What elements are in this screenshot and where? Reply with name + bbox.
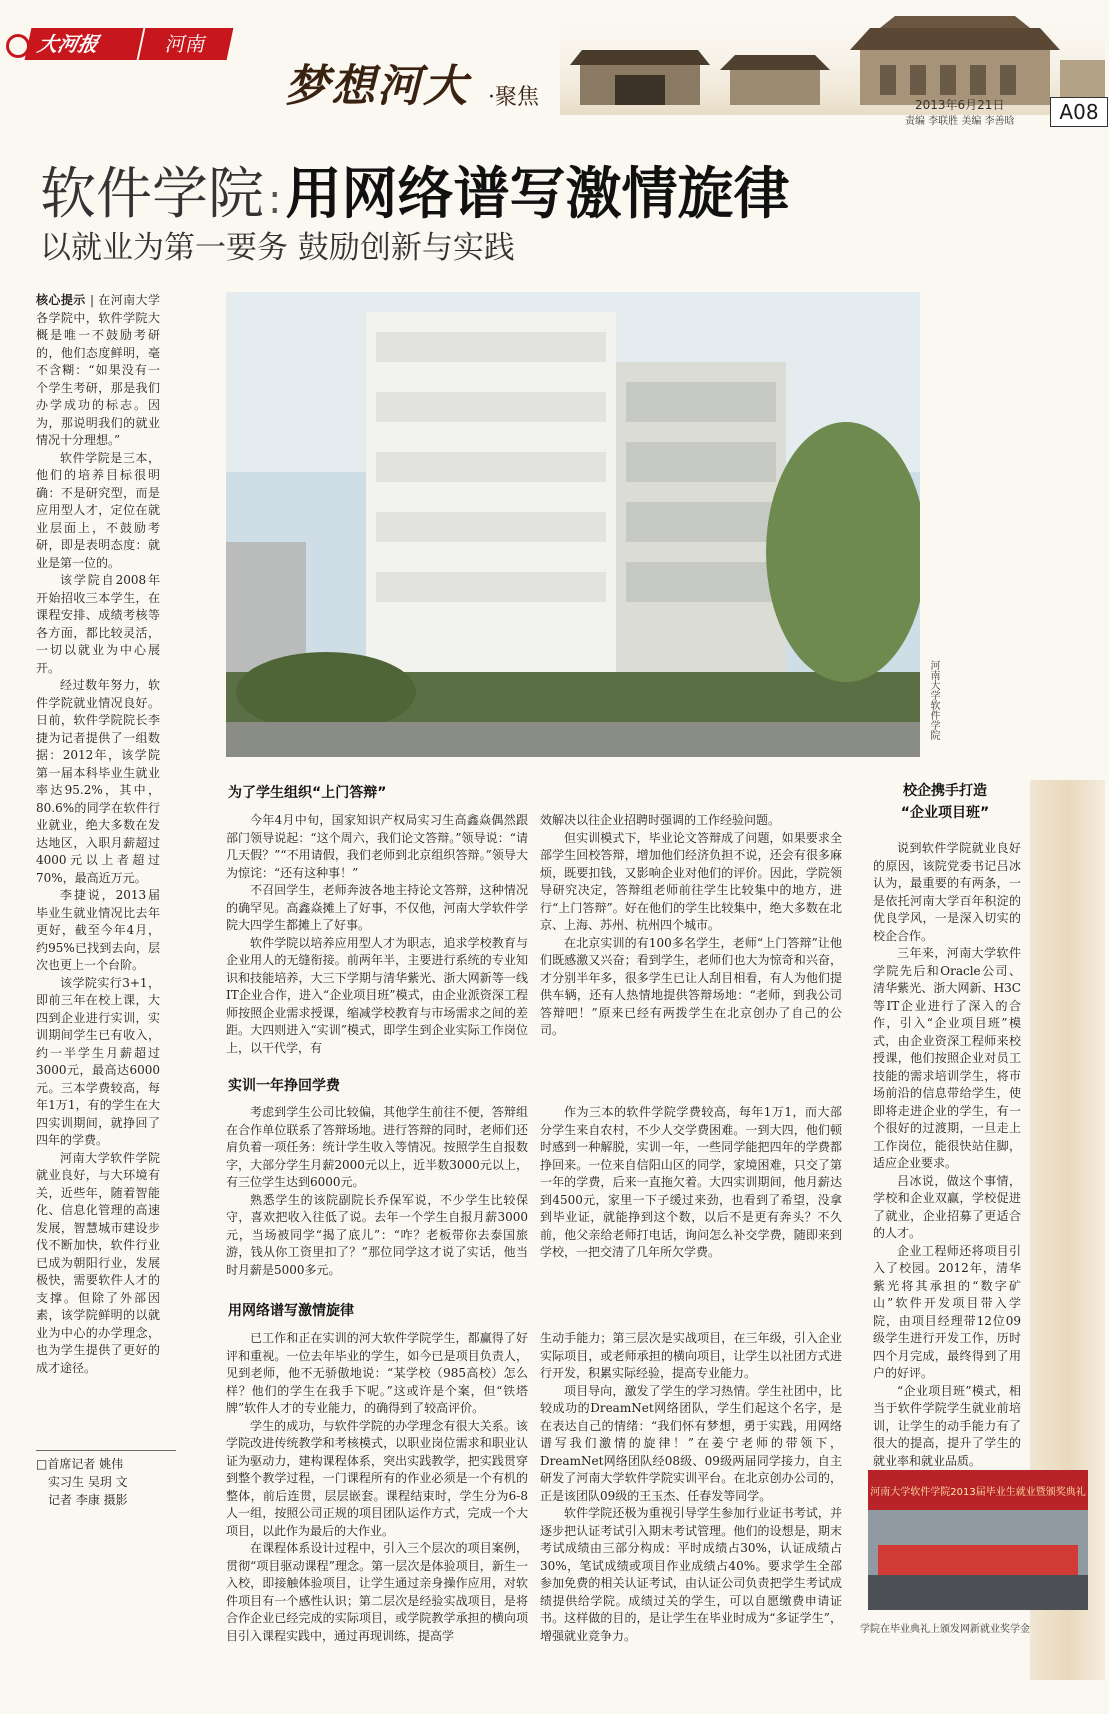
paragraph: 今年4月中旬，国家知识产权局实习生高鑫焱偶然跟部门领导说起：“这个周六，我们论文答辩。”领导说：“请几天假？”“不用请假，我们老师到北京组织答辩。”领导大为惊诧：“还有这种事！” [226,813,528,880]
byline-line: 实习生 吴玥 文 [48,1475,128,1489]
section1-column-b [540,812,842,1040]
section-heading [870,780,1020,824]
section-heading: 实训一年挣回学费 [228,1078,340,1094]
page-number: A08 [1050,97,1108,127]
paragraph: 在课程体系设计过程中，引入三个层次的项目案例，贯彻“项目驱动课程”理念。第一层次是体验项目，新生一入校，即接触体验项目，让学生通过亲身操作应用，对软件项目有一个感性认识；第二层次是经验实战项目，是将合作企业已经完成的实际项目，或学院教学承担的横向项目引入课程实践中，通过再现训练，提高学 [226,1541,528,1643]
paragraph: 三年来，河南大学软件学院先后和Oracle公司、清华紫光、浙大网新、H3C等IT企业进行了深入的合作，引入“企业项目班”模式，由企业资深工程师来校授课，他们按照企业对员工技能的需求培训学生，将市场前沿的信息带给学生，使即将走进企业的学生，有一个很好的过渡期，一旦走上工作岗位，能很快站住脚，适应企业要求。 [873,946,1021,1170]
graduation-ceremony-photo [868,1470,1088,1610]
section-subhead: ·聚焦 [488,85,539,110]
paragraph: 生动手能力；第三层次是实战项目，在三年级，引入企业实际项目，或老师承担的横向项目，让学生以社团方式进行开发，积累实际经验，提高专业能力。 [540,1331,842,1380]
paragraph: 但实训模式下，毕业论文答辩成了问题，如果要求全部学生回校答辩，增加他们经济负担不说，还会有很多麻烦，既要扣钱，又影响企业对他们的评价。因此，学院领导研究决定，答辩组老师前往学生比较集中的地方，进行“上门答辩”。好在他们的学生比较集中，绝大多数在北京、上海、苏州、杭州四个城市。 [540,830,842,932]
building-photo [226,292,920,757]
paragraph: 项目导向，激发了学生的学习热情。学生社团中，比较成功的DreamNet网络团队，学生们起这个名字，是在表达自己的情绪：“我们怀有梦想，勇于实践，用网络谱写我们激情的旋律！”在姜宁老师的带领下，DreamNet网络团队经08级、09级两届同学接力，自主研发了河南大学软件学院实训平台。在北京创办公司的，正是该团队09级的王玉杰、任春发等同学。 [540,1383,842,1503]
section1-column-a [226,812,528,1057]
section-masthead: 梦想河大 [285,61,469,112]
paragraph: 该学院自2008年开始招收三本学生，在课程安排、成绩考核等各方面，都比较灵活，一切以就业为中心展开。 [36,573,160,675]
section4-heading-line1: 校企携手打造 [903,783,987,799]
section3-column-a [226,1330,528,1645]
section4-column [873,840,1021,1470]
byline-line: 记者 李康 摄影 [48,1493,128,1507]
paragraph: 软件学院还极为重视引导学生参加行业证书考试，并逐步把认证考试引入期末考试管理。他们的设想是，期末考试成绩由三部分构成：平时成绩占30%，认证成绩占30%，笔试成绩或项目作业成绩占40%。要求学生全部参加免费的相关认证考试，由认证公司负责把学生考试成绩提供给学院。成绩过关的学生，可以自愿缴费申请证书。这样做的目的，是让学生在毕业时成为“多证学生”，增强就业竞争力。 [540,1506,842,1643]
paragraph: 熟悉学生的该院副院长乔保军说，不少学生比较保守，喜欢把收入往低了说。去年一个学生自报月薪3000元，当场被同学“揭了底儿”：“咋？老板带你去泰国旅游，钱从你工资里扣了？”那位同学这才说了实话，他当时月薪是5000多元。 [226,1192,528,1277]
ceremony-banner-text: 河南大学软件学院2013届毕业生就业暨颁奖典礼 [870,1487,1086,1498]
paragraph: 说到软件学院就业良好的原因，该院党委书记吕冰认为，最重要的有两条，一是依托河南大学百年积淀的优良学风，一是深入切实的校企合作。 [873,841,1021,943]
headline [40,150,789,230]
section-heading: 用网络谱写激情旋律 [228,1303,354,1319]
headline-subtitle: 以就业为第一要务 鼓励创新与实践 [40,230,515,266]
paragraph: 软件学院是三本，他们的培养目标很明确：不是研究型，而是应用型人才，定位在就业层面上，不鼓励考研，即是表明态度：就业是第一位的。 [36,450,160,570]
paragraph: 河南大学软件学院就业良好，与大环境有关，近些年，随着智能化、信息化管理的高速发展，智慧城市建设步伐不断加快，软件行业已成为朝阳行业，发展极快，需要软件人才的支撑。但除了外部因素，该学院鲜明的以就业为中心的办学理念，也为学生提供了更好的成才途径。 [36,1150,160,1375]
campus-gate-illustration [560,10,1105,115]
section3-column-b [540,1330,842,1645]
key-points-column [36,292,160,1377]
newspaper-logo: 大河报 [25,28,144,60]
byline-line: □首席记者 姚伟 [36,1457,124,1471]
paragraph: 软件学院以培养应用型人才为职志，追求学校教育与企业用人的无缝衔接。前两年半，主要进行系统的专业知识和技能培养，大三下学期与清华紫光、浙大网新等一线IT企业合作，进入“企业项目班”模式，由企业派资深工程师按照企业需求授课，缩减学校教育与市场需求之间的差距。大四则进入“实训”模式，即学生到企业实际工作岗位上，以干代学，有 [226,935,528,1055]
photo-caption: 河南大学软件学院 [928,660,939,740]
paragraph: “企业项目班”模式，相当于软件学院学生就业前培训，让学生的动手能力有了很大的提高，提升了学生的就业率和就业品质。 [873,1383,1021,1468]
section-heading: 为了学生组织“上门答辩” [228,785,387,801]
paragraph: 作为三本的软件学院学费较高，每年1万1，而大部分学生来自农村，不少人交学费困难。一到大四，他们顿时感到一种解脱，实训一年，一些同学能把四年的学费都挣回来。一位来自信阳山区的同学，家境困难，只交了第一年的学费，后来一直拖欠着。大四实训期间，他月薪达到4500元，家里一下子缓过来劲，也看到了希望，没拿到毕业证，就能挣到这个数，以后不是更有奔头？不久前，他父亲给老师打电话，询问怎么补交学费，随即来到学校，一把交清了几年所欠学费。 [540,1105,842,1259]
byline [36,1450,176,1509]
paragraph: 吕冰说，做这个事情，学校和企业双赢，学校促进了就业，企业招募了更适合的人才。 [873,1173,1021,1240]
paragraph: 考虑到学生公司比较偏，其他学生前往不便，答辩组在合作单位联系了答辩场地。进行答辩的同时，老师们还肩负着一项任务：统计学生收入等情况。按照学生自报数字，大部分学生月薪2000元以上，近半数3000元以上，有三位学生达到6000元。 [226,1105,528,1189]
paragraph: 该学院实行3+1，即前三年在校上课，大四到企业进行实训，实训期间学生已有收入，约一半学生月薪超过3000元，最高达6000元。三本学费较高，每年1万1，有的学生在大四实训期间，就挣回了四年的学费。 [36,975,160,1147]
paragraph: 企业工程师还将项目引入了校园。2012年，清华紫光将其承担的“数字矿山”软件开发项目带入学院，由项目经理带12位09级学生进行开发工作，历时四个月完成，最终得到了用户的好评。 [873,1243,1021,1380]
issue-date: 2013年6月21日 [915,98,1005,112]
headline-part1: 软件学院 [40,162,264,227]
section2-column-a [226,1104,528,1279]
key-points-lead: 核心提示 | 在河南大学各学院中，软件学院大概是唯一不鼓励考研的，他们态度鲜明，毫不含糊：“如果没有一个学生考研，那是我们办学成功的标志。因为，那说明我们的就业情况十分理想。” [36,293,160,447]
headline-part2: 用网络谱写激情旋律 [285,162,790,227]
paragraph: 效解决以往企业招聘时强调的工作经验问题。 [540,813,781,827]
paragraph: 不召回学生，老师奔波各地主持论文答辩，这种情况的确罕见。高鑫焱摊上了好事，不仅他，河南大学软件学院大四学生都摊上了好事。 [226,883,528,932]
key-points-text: 在河南大学各学院中，软件学院大概是唯一不鼓励考研的，他们态度鲜明，毫不含糊：“如果没有一个学生考研，那是我们办学成功的标志。因为，那说明我们的就业情况十分理想。” [36,293,160,447]
editor-credits: 责编 李联胜 美编 李善晗 [905,116,1015,127]
paragraph: 在北京实训的有100多名学生，老师“上门答辩”让他们既感激又兴奋；看到学生，老师们也大为惊奇和兴奋，才分别半年多，很多学生已让人刮目相看，有人为他们提供车辆，还有人热情地提供答辩场地：“老师，到我公司答辩吧！”原来已经有两拨学生在北京创办了自己的公司。 [540,935,842,1037]
paragraph: 李捷说，2013届毕业生就业情况比去年更好，截至今年4月，约95%已找到去向，层次也更上一个台阶。 [36,888,160,972]
paragraph: 学生的成功，与软件学院的办学理念有很大关系。该学院改进传统教学和考核模式，以职业岗位需求和职业认证为驱动力，建构课程体系，突出实践教学，把实践贯穿到整个教学过程，一门课程所有的作业必须是一个有机的整体，前后连贯，层层嵌套。课程结束时，学生分为6-8人一组，按照公司正规的项目团队运作方式，完成一个大项目，以此作为最后的大作业。 [226,1418,528,1538]
paragraph: 已工作和正在实训的河大软件学院学生，都赢得了好评和重视。一位去年毕业的学生，如今已是项目负责人，见到老师，他不无骄傲地说：“某学校（985高校）怎么样？他们的学生在我手下呢。”这或许是个案，但“铁塔牌”软件人才的专业能力，的确得到了较高评价。 [226,1331,528,1415]
section2-column-b [540,1104,842,1262]
region-tag: 河南 [139,28,234,60]
headline-colon: : [268,177,282,223]
section4-heading-line2: “企业项目班” [900,805,990,821]
key-points-label: 核心提示 [36,293,86,307]
paragraph: 经过数年努力，软件学院就业情况良好。日前，软件学院院长李捷为记者提供了一组数据：2012年，该学院第一届本科毕业生就业率达95.2%，其中，80.6%的同学在软件行业就业，绝大多数在发达地区，入职月薪超过4000元以上者超过70%，最高近万元。 [36,678,160,885]
graduation-photo-caption: 学院在毕业典礼上颁发网新就业奖学金 [860,1624,1030,1635]
